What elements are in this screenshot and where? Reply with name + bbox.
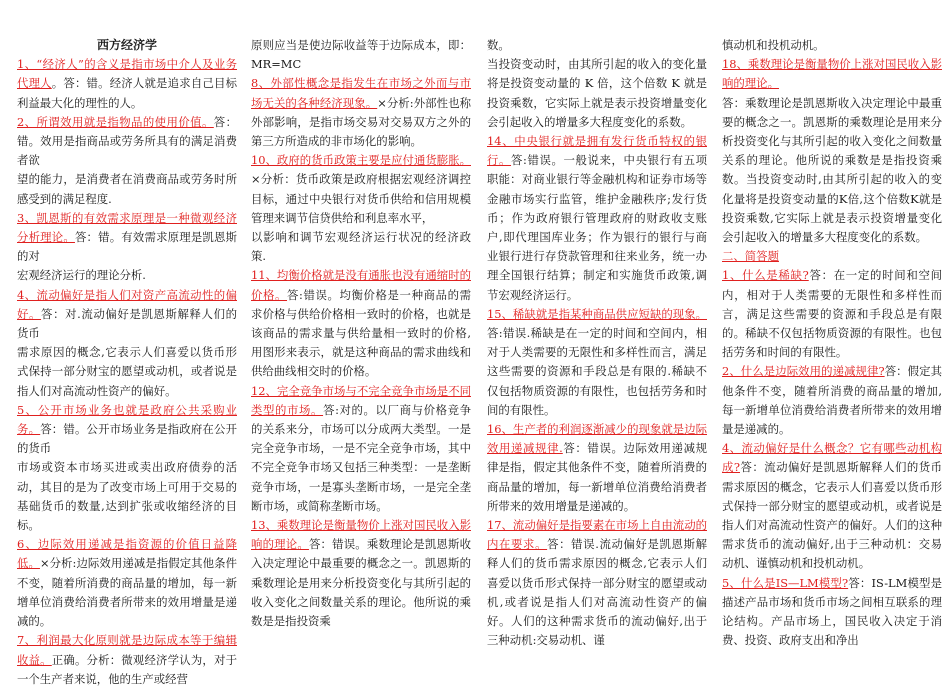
paragraph (251, 382, 471, 516)
paragraph (487, 516, 707, 650)
answer-text: 答：错误。边际效用递减规律是指，假定其他条件不变，随着所消费的商品量的增加，每一新增单位消费给消费者所带来的效用增量是递减的。 (487, 441, 707, 513)
paragraph (17, 209, 237, 267)
answer-text: 。答：错。经济人就是追求自己目标利益最大化的理性的人。 (17, 76, 237, 110)
answer-text: 答：乘数理论是凯恩斯收入决定理论中最重要的概念之一。凯恩斯的乘数理论是用来分析投资变化与其所引起的收入变化之间数量关系的理论。他所说的乘数是是指投资乘数。当投资变动时,由其所引起的收入的变化量将是投资变动量的K倍,这个倍数K就是投资乘数,它实际上就是表示投资增量变化会引起收入的增量多大程度变化的系数。 (722, 95, 942, 245)
question-text: 2、什么是边际效用的递减规律? (722, 364, 885, 379)
paragraph (17, 266, 237, 285)
answer-text: 答：错。有效需求原理是凯恩斯的对 (17, 230, 237, 264)
answer-text: ×分析:外部性也称外部影响，是指市场交易对交易双方之外的第三方所造成的非市场化的影响。 (251, 95, 471, 149)
paragraph (722, 94, 942, 248)
question-text: 4、流动偏好是指人们对资产高流动性的偏好。 (17, 287, 237, 321)
answer-text: 望的能力，是消费者在消费商品或劳务时所感受到的满足程度. (17, 172, 237, 206)
paragraph (722, 266, 942, 362)
paragraph (251, 228, 471, 266)
paragraph (722, 36, 942, 55)
answer-text: 答：流动偏好是凯恩斯解释人们的货币需求原因的概念，它表示人们喜爱以货币形式保持一部分财宝的愿望或动机，或者说是指人们对高流动性资产的偏好。人们的这种需求货币的流动偏好,出于三种动机：交易动机、谨慎动机和投机动机。 (722, 460, 942, 571)
paragraph (722, 439, 942, 573)
question-text: 12、完全竞争市场与不完全竞争市场是不同类型的市场。 (251, 383, 471, 417)
column-3 (487, 36, 707, 651)
paragraph (487, 305, 707, 420)
paragraph (17, 55, 237, 113)
answer-text: 数。 (487, 38, 510, 52)
answer-text: ×分析：货币政策是政府根据宏观经济调控目标，通过中央银行对货币供给和信用规模管理来调节信贷供给和利息率水平， (251, 172, 471, 225)
answer-text: ×分析:边际效用递减是指假定其他条件不变，随着所消费的商品量的增加，每一新增单位消费给消费者所带来的效用增量是递减的。 (17, 556, 237, 629)
question-text: 10、政府的货币政策主要是应付通货膨胀。 (251, 153, 471, 168)
question-text: 14、中央银行就是拥有发行货币特权的银行。 (487, 134, 707, 168)
paragraph (722, 362, 942, 439)
answer-text: 宏观经济运行的理论分析. (17, 268, 146, 283)
paragraph (17, 343, 237, 401)
paragraph (487, 36, 707, 55)
paragraph (17, 286, 237, 344)
answer-text: 答:错误.稀缺是在一定的时间和空间内，相对于人类需要的无限性和多样性而言，满足这些需要的资源和手段总是有限的.稀缺不仅包括物质资源的有限性，也包括劳务和时间的有限性。 (487, 326, 707, 417)
paragraph (17, 535, 237, 631)
answer-text: 正确。分析：微观经济学认为，对于一个生产者来说，他的生产或经营 (17, 652, 237, 686)
column-4 (722, 36, 942, 651)
answer-text: 答：IS-LM模型是描述产品市场和货币市场之间相互联系的理论结构。产品市场上，国民收入决定于消费、投资、政府支出和净出 (722, 575, 942, 648)
question-text: 16、生产者的利润逐渐减少的现象就是边际效用递减规律. (487, 422, 707, 456)
answer-text: 需求原因的概念,它表示人们喜爱以货币形式保持一部分财宝的愿望或动机，或者说是指人们对高流动性资产的偏好。 (17, 345, 237, 398)
answer-text: 以影响和调节宏观经济运行状况的经济政策. (251, 230, 471, 264)
question-text: 3、凯恩斯的有效需求原理是一种微观经济分析理论。 (17, 210, 237, 245)
answer-text: 慎动机和投机动机。 (722, 38, 825, 52)
answer-text: 答：错误.流动偏好是凯恩斯解释人们的货币需求原因的概念,它表示人们喜爱以货币形式保持一部分财宝的愿望或动机,或者说是指人们对高流动性资产的偏好。人们的这种需求货币的流动偏好,出于三种动机:交易动机、谨 (487, 537, 707, 648)
paragraph (487, 420, 707, 516)
paragraph (17, 631, 237, 689)
answer-text: 市场或资本市场买进或卖出政府债券的活动，其目的是为了改变市场上可用于交易的基础货币的数量,达到扩张或收缩经济的目标。 (17, 460, 237, 533)
paragraph (722, 55, 942, 93)
question-text: 13、乘数理论是衡量物价上涨对国民收入影响的理论。 (251, 518, 471, 552)
answer-text: 答：错误。乘数理论是凯恩斯收入决定理论中最重要的概念之一。凯恩斯的乘数理论是用来分析投资变化与其所引起的收入变化之间数量关系的理论。他所说的乘数是是指投资乘 (251, 537, 471, 629)
question-text: 5、公开市场业务也就是政府公共采购业务。 (17, 402, 237, 437)
column-2 (251, 36, 471, 631)
paragraph (17, 170, 237, 208)
question-text: 15、稀缺就是指某种商品供应短缺的现象。 (487, 306, 707, 321)
question-text: 6、边际效用递减是指资源的价值日益降低。 (17, 537, 237, 571)
question-text: 8、外部性概念是指发生在市场之外而与市场无关的各种经济现象。 (251, 76, 471, 110)
paragraph (722, 574, 942, 651)
question-text: 4、流动偏好是什么概念？它有哪些动机构成? (722, 441, 942, 475)
answer-text: 当投资变动时，由其所引起的收入的变化量将是投资变动量的 K 倍，这个倍数 K 就是投资乘数，它实际上就是表示投资增量变化会引起收入的增量多大程度变化的系数。 (487, 57, 707, 129)
paragraph (17, 458, 237, 535)
question-text: 11、均衡价格就是没有通胀也没有通缩时的价格。 (251, 268, 471, 302)
question-text: 17、流动偏好是指要素在市场上自由流动的内在要求。 (487, 518, 707, 552)
column-1 (17, 36, 237, 689)
paragraph (251, 266, 471, 381)
answer-text: 答：错。公开市场业务是指政府在公开的货币 (17, 422, 237, 456)
answer-text: 答:错误。均衡价格是一种商品的需求价格与供给价格相一致时的价格，也就是该商品的需求量与供给量相一致时的价格,用图形来表示，就是这种商品的需求曲线和供给曲线相交时的价格。 (251, 287, 471, 379)
answer-text: 答：假定其他条件不变，随着所消费的商品量的增加,每一新增单位消费给消费者所带来的效用增量是递减的。 (722, 364, 942, 437)
paragraph (487, 132, 707, 305)
paragraph (251, 151, 471, 228)
question-text: 1、什么是稀缺? (722, 268, 809, 283)
document-title: 西方经济学 (96, 38, 157, 52)
answer-text: 答:对的。以厂商与价格竞争的关系来分，市场可以分成两大类型。一是完全竞争市场，一是不完全竞争市场，其中不完全竞争市场又包括三种类型：一是垄断竞争市场，一是寡头垄断市场，一是完全垄断市场，或简称垄断市场。 (251, 402, 471, 513)
question-text: 二、简答题 (722, 249, 779, 264)
paragraph (722, 247, 942, 266)
paragraph (251, 516, 471, 631)
paragraph (487, 55, 707, 132)
question-text: 5、什么是IS—LM模型? (722, 575, 849, 590)
question-text: 18、乘数理论是衡量物价上涨对国民收入影响的理论。 (722, 57, 942, 91)
paragraph (251, 36, 471, 74)
question-text: 7、利润最大化原则就是边际成本等于编辑收益。 (17, 633, 237, 667)
paragraph (17, 401, 237, 459)
answer-text: 答：对.流动偏好是凯恩斯解释人们的货币 (17, 306, 237, 341)
answer-text: 答:错误。一般说来，中央银行有五项职能：对商业银行等金融机构和证券市场等金融市场实行监管，维护金融秩序;发行货币；作为政府银行管理政府的财政收支账户,即代理国库业务；作为银行的银行与商业银行进行存贷款管理和往来业务，统一办理全国银行结算；制定和实施货币政策,调节宏观经济运行。 (487, 153, 707, 302)
answer-text: 原则应当是使边际收益等于边际成本，即：MR=MC (251, 38, 471, 72)
question-text: 1、“经济人”的含义是指市场中介人及业务代理人 (17, 57, 237, 91)
paragraph (251, 74, 471, 151)
answer-text: 答：错。效用是指商品或劳务所具有的满足消费者欲 (17, 114, 237, 168)
answer-text: 答：在一定的时间和空间内，相对于人类需要的无限性和多样性而言，满足这些需要的资源和手段总是有限的。稀缺不仅包括物质资源的有限性。也包括劳务和时间的有限性。 (722, 268, 942, 360)
question-text: 2、所谓效用就是指物品的使用价值。 (17, 114, 214, 129)
paragraph (17, 113, 237, 171)
